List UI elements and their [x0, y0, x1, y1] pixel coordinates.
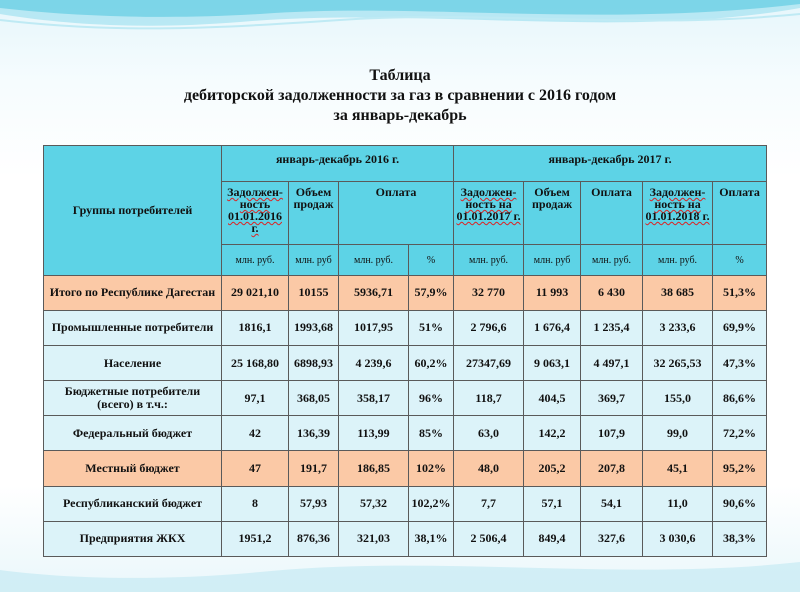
table-cell: 1951,2	[222, 521, 289, 556]
unit-cell: млн. руб.	[643, 245, 713, 275]
table-cell: 69,9%	[713, 310, 767, 345]
table-cell: 99,0	[643, 416, 713, 451]
table-cell: 404,5	[524, 381, 581, 416]
table-cell: 47,3%	[713, 345, 767, 380]
debt-table	[43, 145, 767, 557]
table-cell: 11 993	[524, 275, 581, 310]
table-cell: 849,4	[524, 521, 581, 556]
table-cell: 1993,68	[289, 310, 339, 345]
table-cell: 42	[222, 416, 289, 451]
table-cell: 4 497,1	[581, 345, 643, 380]
table-cell: 107,9	[581, 416, 643, 451]
table-cell: 113,99	[339, 416, 409, 451]
unit-cell: %	[713, 245, 767, 275]
table-cell: 38 685	[643, 275, 713, 310]
table-cell: 57,1	[524, 486, 581, 521]
table-cell: 1017,95	[339, 310, 409, 345]
unit-cell: млн. руб.	[581, 245, 643, 275]
table-cell: 57,32	[339, 486, 409, 521]
table-row	[44, 310, 767, 345]
table-row	[44, 416, 767, 451]
table-cell: 57,93	[289, 486, 339, 521]
table-cell: 45,1	[643, 451, 713, 486]
title-line-2: дебиторской задолженности за газ в сравнении с 2016 годом	[183, 87, 617, 104]
header-period-2017: январь-декабрь 2017 г.	[454, 146, 767, 182]
table-cell: 369,7	[581, 381, 643, 416]
table-cell: 8	[222, 486, 289, 521]
table-cell: 72,2%	[713, 416, 767, 451]
table-row	[44, 381, 767, 416]
decorative-wave-top	[0, 0, 800, 60]
table-cell: 95,2%	[713, 451, 767, 486]
row-label: Местный бюджет	[44, 451, 222, 486]
decorative-wave-bottom	[0, 552, 800, 592]
row-label: Республиканский бюджет	[44, 486, 222, 521]
table-cell: 1816,1	[222, 310, 289, 345]
table-cell: 11,0	[643, 486, 713, 521]
table-cell: 2 506,4	[454, 521, 524, 556]
unit-cell: млн. руб	[524, 245, 581, 275]
table-cell: 10155	[289, 275, 339, 310]
table-cell: 102,2%	[409, 486, 454, 521]
table-cell: 136,39	[289, 416, 339, 451]
table-cell: 155,0	[643, 381, 713, 416]
table-row	[44, 275, 767, 310]
table-cell: 207,8	[581, 451, 643, 486]
table-cell: 321,03	[339, 521, 409, 556]
table-cell: 7,7	[454, 486, 524, 521]
header-sales-2016: Объем продаж	[289, 182, 339, 245]
table-cell: 29 021,10	[222, 275, 289, 310]
header-payment-2017-pct: Оплата	[713, 182, 767, 245]
table-cell: 38,1%	[409, 521, 454, 556]
table-cell: 191,7	[289, 451, 339, 486]
table-cell: 6898,93	[289, 345, 339, 380]
header-sales-2017: Объем продаж	[524, 182, 581, 245]
table-cell: 9 063,1	[524, 345, 581, 380]
row-label: Бюджетные потребители (всего) в т.ч.:	[44, 381, 222, 416]
table-cell: 90,6%	[713, 486, 767, 521]
table-cell: 27347,69	[454, 345, 524, 380]
table-cell: 38,3%	[713, 521, 767, 556]
unit-cell: млн. руб.	[222, 245, 289, 275]
table-cell: 2 796,6	[454, 310, 524, 345]
header-debt-2016-text: Задолжен-ность 01.01.2016 г.	[227, 185, 283, 236]
header-period-2016: январь-декабрь 2016 г.	[222, 146, 454, 182]
table-cell: 142,2	[524, 416, 581, 451]
table-cell: 48,0	[454, 451, 524, 486]
table-cell: 51%	[409, 310, 454, 345]
table-cell: 32 265,53	[643, 345, 713, 380]
table-cell: 5936,71	[339, 275, 409, 310]
header-debt-2017	[454, 182, 524, 245]
table-cell: 327,6	[581, 521, 643, 556]
title-line-1: Таблица	[369, 67, 431, 84]
table-cell: 118,7	[454, 381, 524, 416]
table-cell: 63,0	[454, 416, 524, 451]
page-title	[0, 66, 800, 126]
unit-cell: млн. руб	[289, 245, 339, 275]
table-cell: 60,2%	[409, 345, 454, 380]
table-cell: 47	[222, 451, 289, 486]
table-cell: 51,3%	[713, 275, 767, 310]
table-cell: 3 030,6	[643, 521, 713, 556]
header-debt-2018-text: Задолжен-ность на 01.01.2018 г.	[645, 185, 710, 224]
title-line-3: за январь-декабрь	[333, 107, 467, 124]
unit-cell: млн. руб.	[339, 245, 409, 275]
header-debt-2017-text: Задолжен-ность на 01.01.2017 г.	[456, 185, 521, 224]
table-cell: 4 239,6	[339, 345, 409, 380]
table-cell: 368,05	[289, 381, 339, 416]
row-label: Предприятия ЖКХ	[44, 521, 222, 556]
unit-cell: млн. руб.	[454, 245, 524, 275]
table-cell: 102%	[409, 451, 454, 486]
table-cell: 6 430	[581, 275, 643, 310]
table-cell: 54,1	[581, 486, 643, 521]
header-payment-2016: Оплата	[339, 182, 454, 245]
row-label: Промышленные потребители	[44, 310, 222, 345]
table-cell: 3 233,6	[643, 310, 713, 345]
table-cell: 186,85	[339, 451, 409, 486]
table-cell: 32 770	[454, 275, 524, 310]
table-row	[44, 486, 767, 521]
header-debt-2016	[222, 182, 289, 245]
table-cell: 205,2	[524, 451, 581, 486]
table-cell: 97,1	[222, 381, 289, 416]
header-payment-2017: Оплата	[581, 182, 643, 245]
header-groups: Группы потребителей	[44, 146, 222, 276]
table-cell: 57,9%	[409, 275, 454, 310]
table-cell: 876,36	[289, 521, 339, 556]
table-cell: 25 168,80	[222, 345, 289, 380]
table-cell: 86,6%	[713, 381, 767, 416]
table-cell: 1 235,4	[581, 310, 643, 345]
table-row	[44, 451, 767, 486]
table-cell: 96%	[409, 381, 454, 416]
header-debt-2018	[643, 182, 713, 245]
table-cell: 85%	[409, 416, 454, 451]
unit-cell: %	[409, 245, 454, 275]
row-label: Население	[44, 345, 222, 380]
header-row-periods	[44, 146, 767, 182]
row-label: Федеральный бюджет	[44, 416, 222, 451]
table-row	[44, 345, 767, 380]
row-label: Итого по Республике Дагестан	[44, 275, 222, 310]
table-cell: 1 676,4	[524, 310, 581, 345]
table-cell: 358,17	[339, 381, 409, 416]
